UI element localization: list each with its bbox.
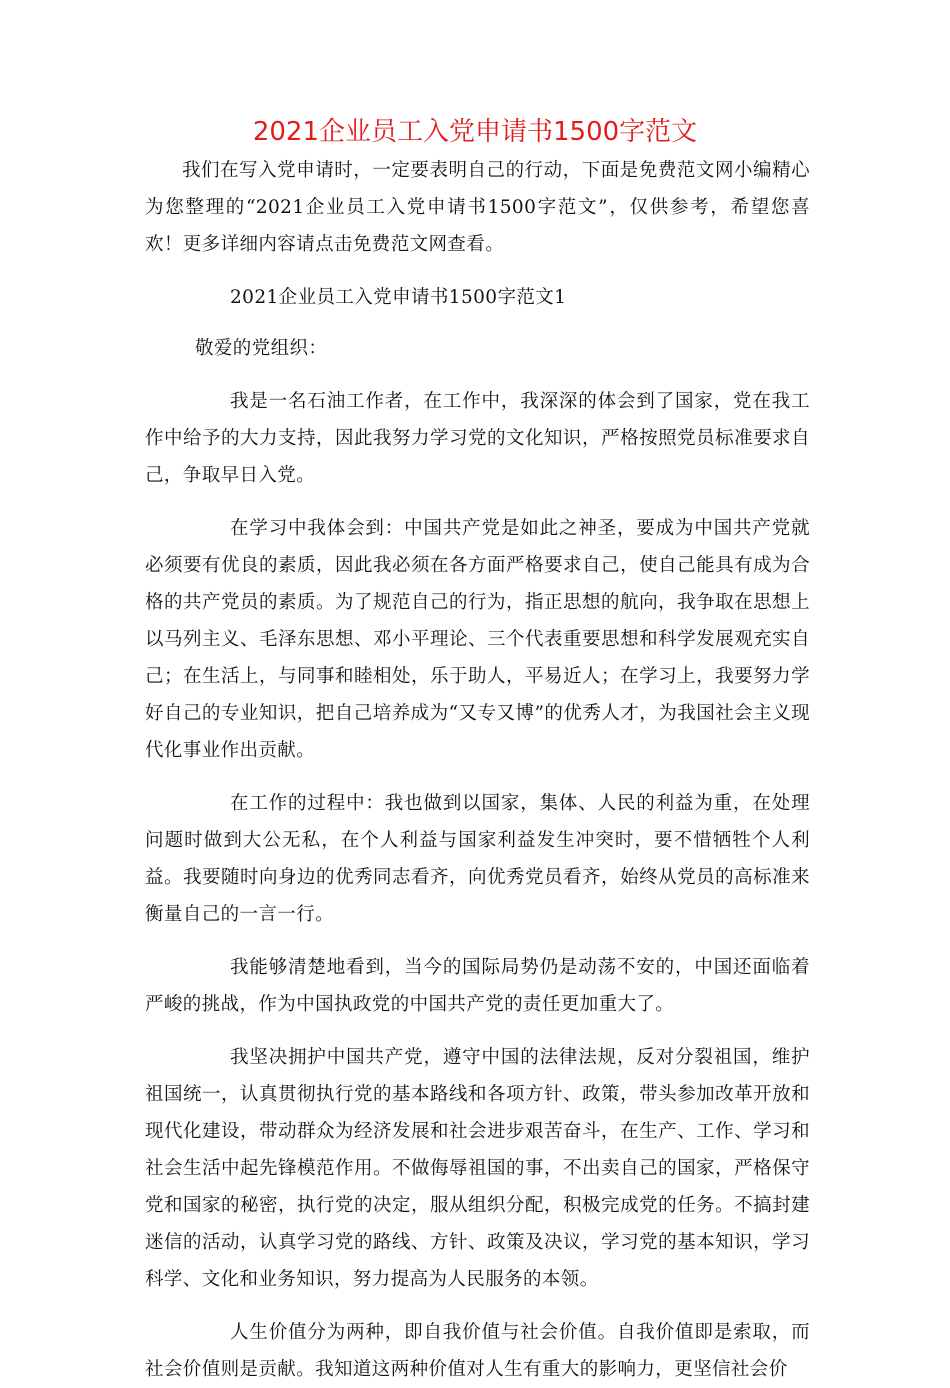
body-paragraph-6: 人生价值分为两种，即自我价值与社会价值。自我价值即是索取，而社会价值则是贡献。我知道这两种价值对人生有重大的影响力，更坚信社会价 (145, 1322, 810, 1380)
document-body (145, 152, 810, 1388)
body-paragraph-2: 在学习中我体会到：中国共产党是如此之神圣，要成为中国共产党就必须要有优良的素质，因此我必须在各方面严格要求自己，使自己能具有成为合格的共产党员的素质。为了规范自己的行为，指正思想的航向，我争取在思想上以马列主义、毛泽东思想、邓小平理论、三个代表重要思想和科学发展观充实自己；在生活上，与同事和睦相处，乐于助人，平易近人；在学习上，我要努力学好自己的专业知识，把自己培养成为“又专又博”的优秀人才，为我国社会主义现代化事业作出贡献。 (145, 518, 810, 761)
body-paragraph-4: 我能够清楚地看到，当今的国际局势仍是动荡不安的，中国还面临着严峻的挑战，作为中国执政党的中国共产党的责任更加重大了。 (145, 957, 810, 1015)
salutation: 敬爱的党组织： (195, 338, 328, 359)
body-paragraph-1: 我是一名石油工作者，在工作中，我深深的体会到了国家，党在我工作中给予的大力支持，因此我努力学习党的文化知识，严格按照党员标准要求自己，争取早日入党。 (145, 391, 810, 486)
section-subtitle: 2021企业员工入党申请书1500字范文1 (230, 287, 567, 308)
intro-paragraph: 我们在写入党申请时，一定要表明自己的行动，下面是免费范文网小编精心为您整理的“2021企业员工入党申请书1500字范文”，仅供参考，希望您喜欢！更多详细内容请点击免费范文网查看。 (145, 160, 810, 255)
document-title: 2021企业员工入党申请书1500字范文 (252, 117, 698, 147)
body-paragraph-3: 在工作的过程中：我也做到以国家，集体、人民的利益为重，在处理问题时做到大公无私，在个人利益与国家利益发生冲突时，要不惜牺牲个人利益。我要随时向身边的优秀同志看齐，向优秀党员看齐，始终从党员的高标准来衡量自己的一言一行。 (145, 793, 810, 925)
body-paragraph-5: 我坚决拥护中国共产党，遵守中国的法律法规，反对分裂祖国，维护祖国统一，认真贯彻执行党的基本路线和各项方针、政策，带头参加改革开放和现代化建设，带动群众为经济发展和社会进步艰苦奋斗，在生产、工作、学习和社会生活中起先锋模范作用。不做侮辱祖国的事，不出卖自己的国家，严格保守党和国家的秘密，执行党的决定，服从组织分配，积极完成党的任务。不搞封建迷信的活动，认真学习党的路线、方针、政策及决议，学习党的基本知识，学习科学、文化和业务知识，努力提高为人民服务的本领。 (145, 1047, 810, 1290)
